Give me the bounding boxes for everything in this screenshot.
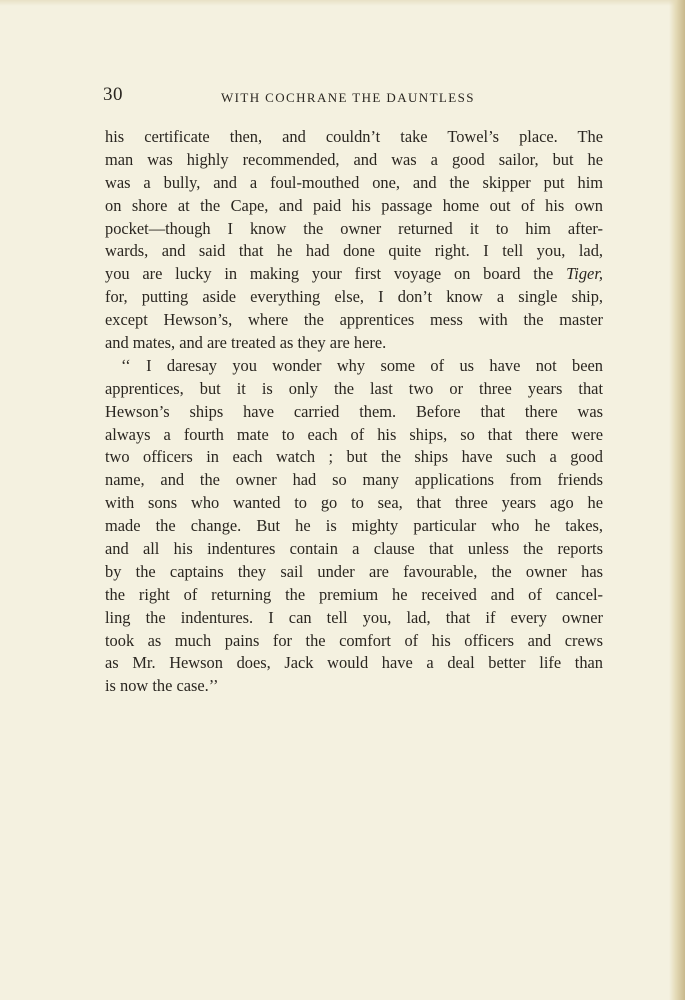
text-line: name, and the owner had so many applications from friends xyxy=(105,470,603,490)
text-line: as Mr. Hewson does, Jack would have a deal better life than xyxy=(105,653,603,673)
body-text xyxy=(105,126,603,698)
page-edge-shadow xyxy=(669,0,685,1000)
text-line: the right of returning the premium he received and of cancel- xyxy=(105,584,603,604)
text-line: man was highly recommended, and was a good sailor, but he xyxy=(105,149,603,169)
page-header xyxy=(103,84,603,108)
paragraph-2 xyxy=(105,355,603,698)
text-line: with sons who wanted to go to sea, that three years ago he xyxy=(105,493,603,513)
text-line: made the change. But he is mighty particular who he takes, xyxy=(105,516,603,536)
text-line: took as much pains for the comfort of his officers and crews xyxy=(105,630,603,650)
text-line: and all his indentures contain a clause that unless the reports xyxy=(105,539,603,559)
text-line: is now the case.’’ xyxy=(105,676,219,696)
text-line: Hewson’s ships have carried them. Before that there was xyxy=(105,401,603,421)
text-line: ‘‘ I daresay you wonder why some of us have not been xyxy=(121,355,603,375)
text-line: and mates, and are treated as they are here. xyxy=(105,333,387,353)
text-line: by the captains they sail under are favourable, the owner has xyxy=(105,561,603,581)
text-fragment: you are lucky in making your first voyage on board the xyxy=(105,264,554,284)
text-line xyxy=(105,263,603,286)
text-line: his certificate then, and couldn’t take Towel’s place. The xyxy=(105,127,603,146)
text-line: always a fourth mate to each of his ships, so that there were xyxy=(105,424,603,444)
text-line: pocket—though I know the owner returned it to him after- xyxy=(105,218,603,238)
running-head: WITH COCHRANE THE DAUNTLESS xyxy=(221,90,475,105)
text-line: was a bully, and a foul-mouthed one, and the skipper put him xyxy=(105,172,603,192)
text-line: wards, and said that he had done quite right. I tell you, lad, xyxy=(105,241,603,261)
page-top-shadow xyxy=(0,0,685,6)
text-line: ling the indentures. I can tell you, lad, that if every owner xyxy=(105,607,603,627)
paragraph-1 xyxy=(105,126,603,355)
text-line: on shore at the Cape, and paid his passage home out of his own xyxy=(105,195,603,215)
text-line: apprentices, but it is only the last two or three years that xyxy=(105,378,603,398)
page-number: 30 xyxy=(103,84,123,105)
text-line: for, putting aside everything else, I don’t know a single ship, xyxy=(105,287,603,307)
text-line: two officers in each watch ; but the ships have such a good xyxy=(105,447,603,467)
ship-name: Tiger, xyxy=(566,264,603,284)
text-line: except Hewson’s, where the apprentices mess with the master xyxy=(105,310,603,330)
